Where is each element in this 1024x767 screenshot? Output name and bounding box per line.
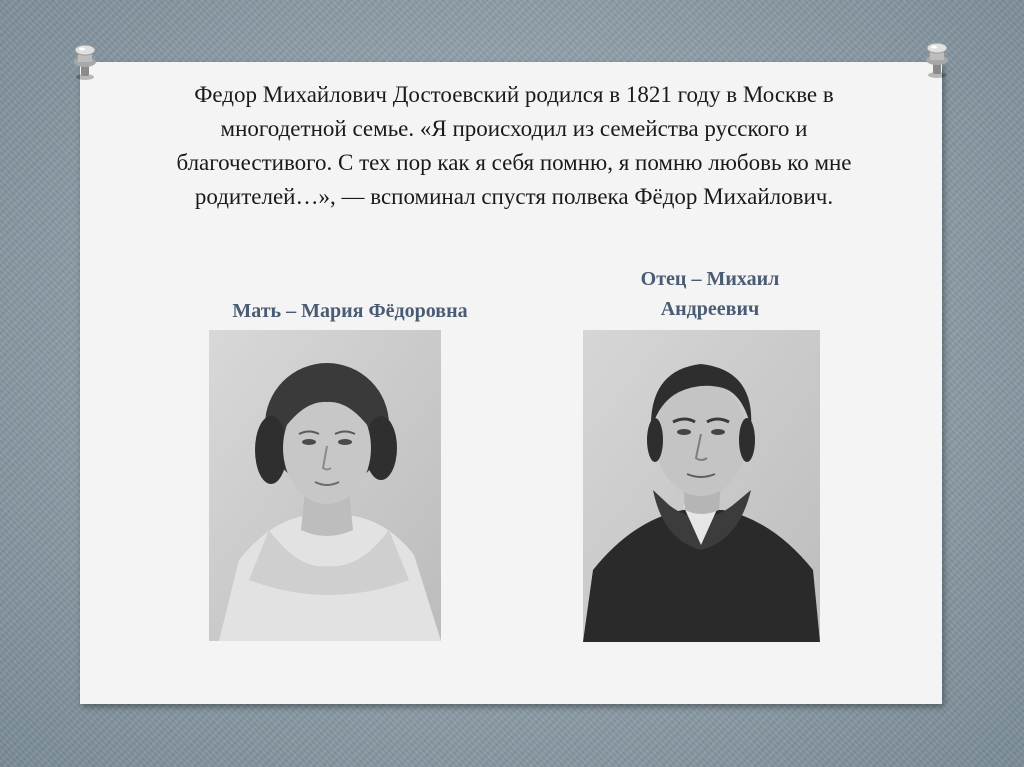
mother-caption: Мать – Мария Фёдоровна [232,300,468,322]
pushpin-icon [70,44,100,82]
father-caption: Отец – Михаил Андреевич [640,268,780,320]
pushpin-icon [922,42,952,80]
intro-paragraph: Федор Михайлович Достоевский родился в 1821 году в Москве в многодетной семье. «Я происходил из семейства русского и благочестивого. С тех пор как я себя помню, я помню любовь ко мне родителей…», — вспоминал спустя полвека Фёдор Михайлович. [176,82,852,209]
father-portrait [583,330,820,642]
mother-portrait [209,330,441,641]
